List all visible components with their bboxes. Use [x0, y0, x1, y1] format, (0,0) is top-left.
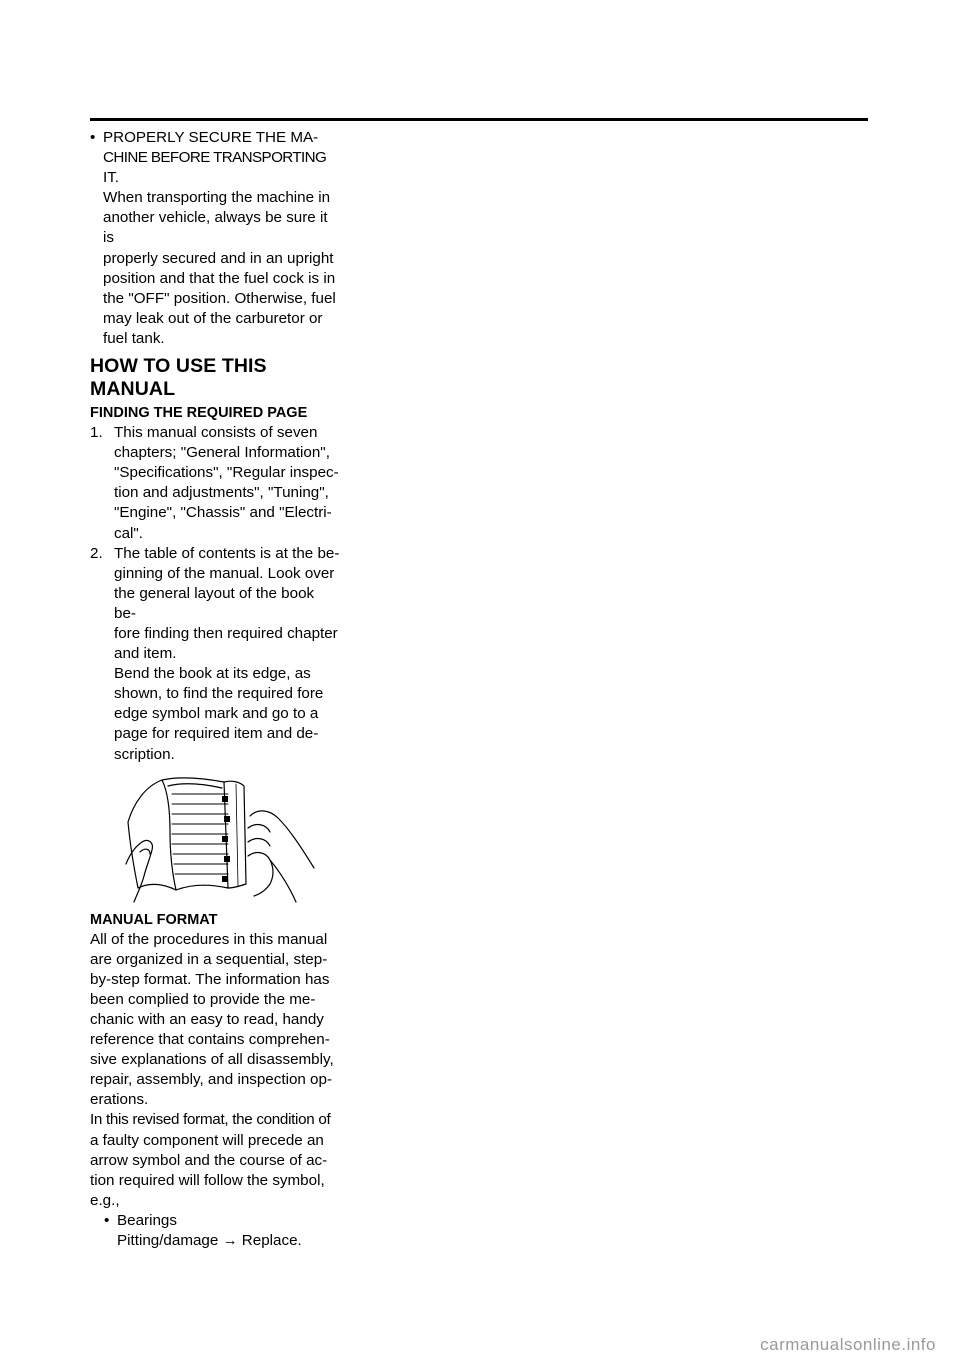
text-line: IT. — [103, 169, 120, 187]
text-line: edge symbol mark and go to a — [114, 705, 319, 723]
text-line: been complied to provide the me- — [90, 990, 316, 1008]
text-line: fuel tank. — [103, 329, 165, 347]
text-line: position and that the fuel cock is in — [103, 269, 336, 287]
text-line: "Engine", "Chassis" and "Electri- — [114, 504, 332, 522]
text-line: chanic with an easy to read, handy — [90, 1011, 324, 1028]
text-line: When transporting the machine in — [103, 189, 331, 207]
bullet: • — [90, 129, 96, 146]
list-item — [90, 544, 340, 765]
example-condition: Pitting/damage — [117, 1232, 219, 1250]
bullet: • — [104, 1211, 110, 1229]
text-line: the general layout of the book be- — [114, 584, 315, 622]
arrow-icon: → — [222, 1232, 238, 1250]
text-line: page for required item and de- — [114, 725, 319, 743]
text-line: fore finding then required chapter — [114, 624, 338, 642]
watermark: carmanualsonline.info — [760, 1335, 936, 1354]
text-line: This manual consists of seven — [114, 424, 318, 442]
text-line: and item. — [114, 645, 177, 663]
text-line: by-step format. The information has — [90, 970, 330, 988]
example-item — [90, 1211, 340, 1251]
text-line: are organized in a sequential, step- — [90, 950, 328, 968]
text-line: The table of contents is at the be- — [114, 544, 340, 562]
finding-heading: FINDING THE REQUIRED PAGE — [90, 405, 308, 422]
text-line: reference that contains comprehen- — [90, 1031, 330, 1049]
text-line: erations. — [90, 1091, 149, 1109]
list-item — [90, 423, 340, 544]
item-number: 1. — [90, 424, 103, 442]
text-line: cal". — [114, 524, 144, 542]
text-line: tion required will follow the symbol, — [90, 1171, 325, 1189]
text-line: "Specifications", "Regular inspec- — [114, 464, 339, 482]
text-line: may leak out of the carburetor or — [103, 309, 323, 327]
text-line: All of the procedures in this manual — [90, 930, 328, 948]
book-illustration — [90, 772, 340, 904]
text-column — [90, 128, 340, 1251]
text-line: e.g., — [90, 1191, 120, 1209]
example-action: Replace. — [241, 1232, 302, 1250]
text-line: a faulty component will precede an — [90, 1131, 324, 1149]
section-title: HOW TO USE THIS MANUAL — [90, 355, 267, 401]
text-line: the "OFF" position. Otherwise, fuel — [103, 289, 336, 307]
example-line — [117, 1231, 340, 1251]
item-number: 2. — [90, 544, 103, 562]
transport-warning — [90, 128, 340, 349]
text-line: chapters; "General Information", — [114, 444, 330, 462]
text-line: arrow symbol and the course of ac- — [90, 1151, 328, 1169]
text-line: properly secured and in an upright — [103, 249, 334, 267]
text-line: PROPERLY SECURE THE MA- — [103, 129, 319, 146]
example-part: Bearings — [117, 1211, 177, 1229]
text-line: tion and adjustments", "Tuning", — [114, 484, 329, 502]
text-line: CHINE BEFORE TRANSPORTING — [103, 149, 327, 167]
text-line: another vehicle, always be sure it is — [103, 209, 328, 247]
text-line: sive explanations of all disassembly, — [90, 1051, 334, 1069]
text-line: shown, to find the required fore — [114, 685, 324, 703]
format-heading: MANUAL FORMAT — [90, 911, 218, 928]
text-line: repair, assembly, and inspection op- — [90, 1071, 333, 1089]
text-line: Bend the book at its edge, as — [114, 665, 311, 683]
text-line: scription. — [114, 745, 175, 763]
text-line: In this revised format, the condition of — [90, 1111, 331, 1129]
top-rule — [90, 118, 868, 121]
text-line: ginning of the manual. Look over — [114, 564, 335, 582]
